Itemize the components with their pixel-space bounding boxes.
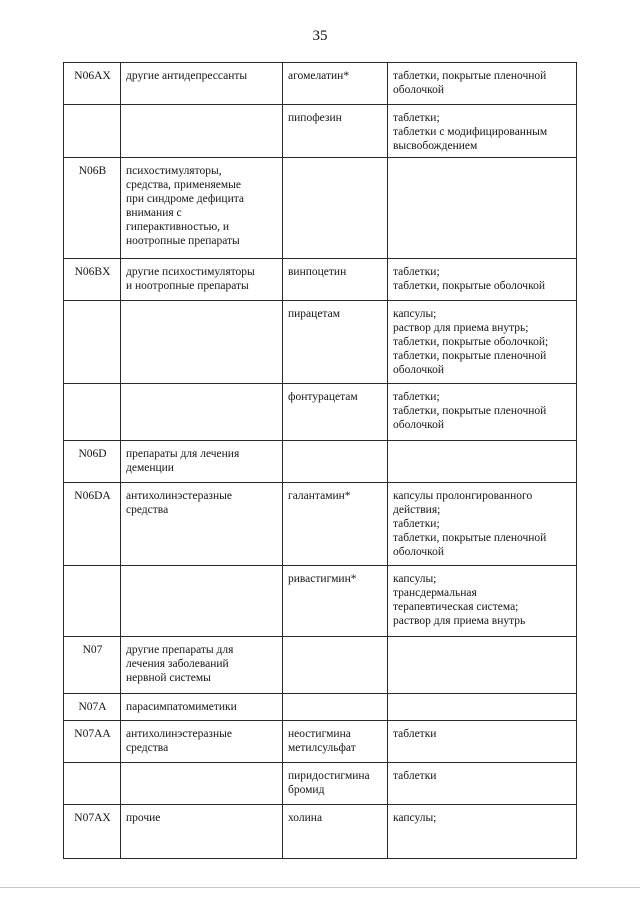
dosage-form-cell: капсулы; трансдермальная терапевтическая система; раствор для приема внутрь: [388, 566, 577, 637]
table-row: [64, 721, 577, 763]
group-name-cell: [121, 105, 283, 158]
atc-code-cell: [64, 301, 121, 384]
group-name-cell: другие препараты для лечения заболеваний нервной системы: [121, 637, 283, 694]
dosage-form-cell: [388, 158, 577, 259]
atc-code-cell: N06B: [64, 158, 121, 259]
dosage-form-cell: таблетки: [388, 721, 577, 763]
dosage-form-cell: капсулы пролонгированного действия; таблетки; таблетки, покрытые пленочной оболочкой: [388, 483, 577, 566]
atc-code-cell: N07: [64, 637, 121, 694]
dosage-form-cell: таблетки; таблетки с модифицированным высвобождением: [388, 105, 577, 158]
drug-name-cell: фонтурацетам: [283, 384, 388, 441]
drug-table: [63, 62, 577, 859]
dosage-form-cell: таблетки; таблетки, покрытые пленочной оболочкой: [388, 384, 577, 441]
drug-name-cell: пиридостигмина бромид: [283, 763, 388, 805]
drug-name-cell: [283, 637, 388, 694]
atc-code-cell: [64, 763, 121, 805]
dosage-form-cell: [388, 637, 577, 694]
group-name-cell: другие психостимуляторы и ноотропные препараты: [121, 259, 283, 301]
group-name-cell: другие антидепрессанты: [121, 63, 283, 105]
atc-code-cell: N07A: [64, 694, 121, 721]
dosage-form-cell: таблетки: [388, 763, 577, 805]
atc-code-cell: [64, 384, 121, 441]
table-row: [64, 805, 577, 859]
group-name-cell: антихолинэстеразные средства: [121, 483, 283, 566]
table-row: [64, 694, 577, 721]
table-row: [64, 158, 577, 259]
dosage-form-cell: капсулы; раствор для приема внутрь; таблетки, покрытые оболочкой; таблетки, покрытые пленочной оболочкой: [388, 301, 577, 384]
group-name-cell: [121, 301, 283, 384]
drug-name-cell: агомелатин*: [283, 63, 388, 105]
drug-name-cell: неостигмина метилсульфат: [283, 721, 388, 763]
atc-code-cell: [64, 105, 121, 158]
table-row: [64, 483, 577, 566]
dosage-form-cell: таблетки, покрытые пленочной оболочкой: [388, 63, 577, 105]
atc-code-cell: [64, 566, 121, 637]
atc-code-cell: N07AX: [64, 805, 121, 859]
atc-code-cell: N06BX: [64, 259, 121, 301]
drug-name-cell: пирацетам: [283, 301, 388, 384]
table-row: [64, 301, 577, 384]
drug-name-cell: ривастигмин*: [283, 566, 388, 637]
atc-code-cell: N06DA: [64, 483, 121, 566]
group-name-cell: [121, 566, 283, 637]
group-name-cell: прочие: [121, 805, 283, 859]
table-row: [64, 637, 577, 694]
table-row: [64, 441, 577, 483]
drug-name-cell: [283, 694, 388, 721]
dosage-form-cell: [388, 441, 577, 483]
group-name-cell: препараты для лечения деменции: [121, 441, 283, 483]
group-name-cell: психостимуляторы, средства, применяемые при синдроме дефицита внимания с гиперактивностью, и ноотропные препараты: [121, 158, 283, 259]
scan-edge-line: [0, 887, 640, 888]
table-row: [64, 259, 577, 301]
atc-code-cell: N06AX: [64, 63, 121, 105]
drug-name-cell: [283, 441, 388, 483]
table-row: [64, 763, 577, 805]
dosage-form-cell: [388, 694, 577, 721]
dosage-form-cell: таблетки; таблетки, покрытые оболочкой: [388, 259, 577, 301]
table-row: [64, 566, 577, 637]
table-row: [64, 63, 577, 105]
group-name-cell: [121, 384, 283, 441]
atc-code-cell: N06D: [64, 441, 121, 483]
drug-name-cell: холина: [283, 805, 388, 859]
table-row: [64, 105, 577, 158]
drug-name-cell: винпоцетин: [283, 259, 388, 301]
group-name-cell: [121, 763, 283, 805]
drug-name-cell: [283, 158, 388, 259]
atc-code-cell: N07AA: [64, 721, 121, 763]
table-row: [64, 384, 577, 441]
drug-name-cell: галантамин*: [283, 483, 388, 566]
page-number: 35: [312, 28, 328, 44]
drug-name-cell: пипофезин: [283, 105, 388, 158]
dosage-form-cell: капсулы;: [388, 805, 577, 859]
group-name-cell: парасимпатомиметики: [121, 694, 283, 721]
group-name-cell: антихолинэстеразные средства: [121, 721, 283, 763]
